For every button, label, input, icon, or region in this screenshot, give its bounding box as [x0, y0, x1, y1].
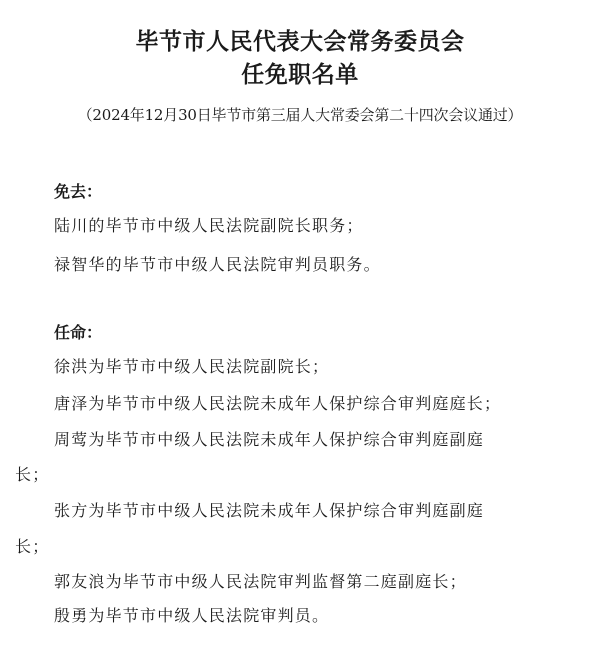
appointment-item: 唐泽为毕节市中级人民法院未成年人保护综合审判庭庭长；	[54, 394, 502, 413]
appointment-item: 周莺为毕节市中级人民法院未成年人保护综合审判庭副庭	[54, 430, 485, 449]
document-title-line-2: 任免职名单	[241, 62, 359, 88]
document-title-line-1: 毕节市人民代表大会常务委员会	[135, 29, 465, 55]
appointments-heading: 任命：	[54, 323, 103, 342]
removals-heading: 免去：	[54, 182, 103, 201]
appointment-item: 徐洪为毕节市中级人民法院副院长；	[54, 357, 330, 376]
appointment-item-continuation: 长；	[15, 465, 50, 484]
appointment-item: 张方为毕节市中级人民法院未成年人保护综合审判庭副庭	[54, 501, 485, 520]
appointment-item-continuation: 长；	[15, 537, 50, 556]
document-subtitle: （2024年12月30日毕节市第三届人大常委会第二十四次会议通过）	[77, 106, 523, 124]
appointment-item: 殷勇为毕节市中级人民法院审判员。	[54, 606, 330, 625]
removal-item: 禄智华的毕节市中级人民法院审判员职务。	[54, 255, 381, 274]
appointment-item: 郭友浪为毕节市中级人民法院审判监督第二庭副庭长；	[54, 572, 467, 591]
removal-item: 陆川的毕节市中级人民法院副院长职务；	[54, 216, 364, 235]
